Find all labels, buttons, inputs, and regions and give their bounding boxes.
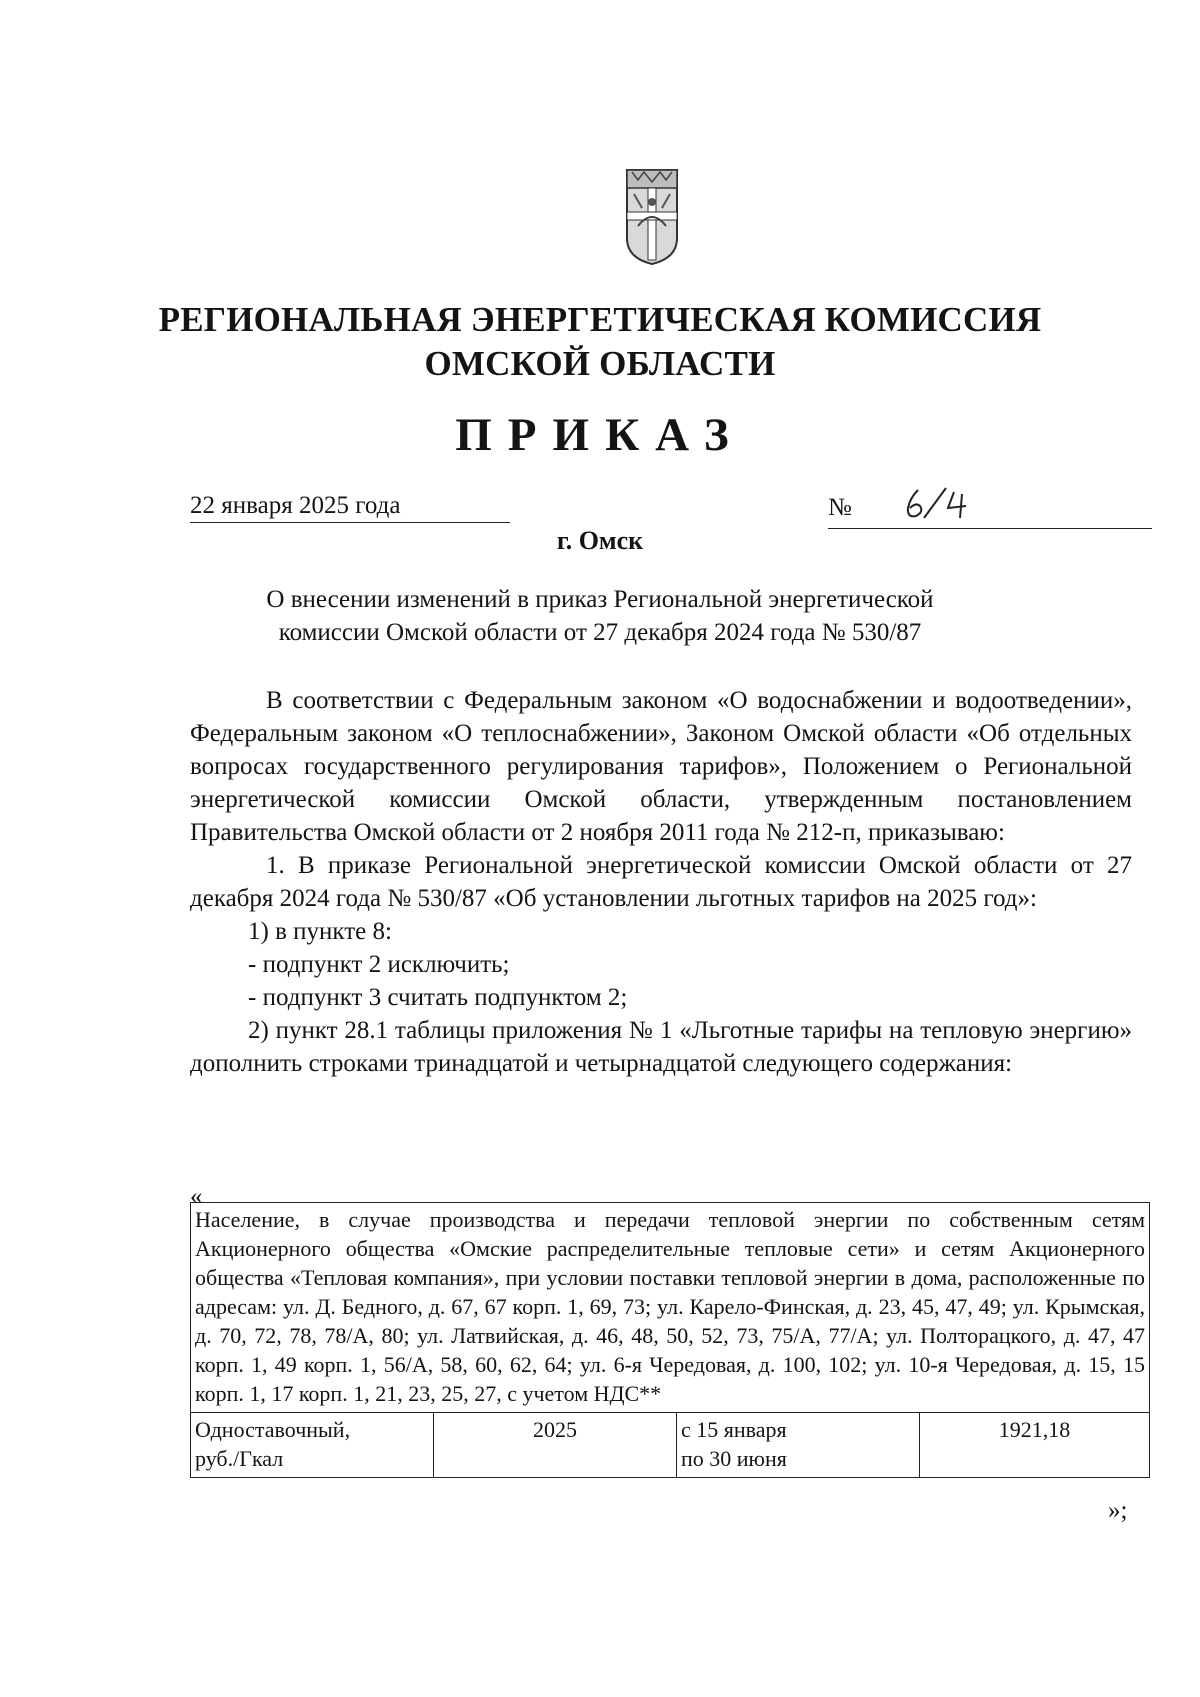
year-cell: 2025: [434, 1413, 677, 1478]
preamble-paragraph: В соответствии с Федеральным законом «О водоснабжении и водоотведении», Федеральным законом «О теплоснабжении», Законом Омской области «Об отдельных вопросах государственного регулирования тарифов», Положением о Региональной энергетической комиссии Омской области, утвержденным постановлением Правительства Омской области от 2 ноября 2011 года № 212-п, приказываю:: [190, 687, 1132, 846]
table-row: [191, 1203, 1150, 1413]
coat-of-arms-icon: [624, 168, 680, 266]
table-close-quote: »;: [1108, 1497, 1128, 1524]
item-1-1-a-paragraph: - подпункт 2 исключить;: [248, 951, 510, 978]
agency-line-2: ОМСКОЙ ОБЛАСТИ: [424, 344, 776, 383]
item-1-2-paragraph: 2) пункт 28.1 таблицы приложения № 1 «Льготные тарифы на тепловую энергию» дополнить строками тринадцатой и четырнадцатой следующего содержания:: [190, 1017, 1132, 1077]
tariff-value-cell: 1921,18: [920, 1413, 1150, 1478]
number-sign: №: [828, 494, 852, 521]
subject-line-1: О внесении изменений в приказ Региональной энергетической: [266, 586, 934, 613]
table-row: [191, 1413, 1150, 1478]
tariff-type-line-2: руб./Гкал: [195, 1446, 284, 1471]
period-cell: [677, 1413, 920, 1478]
city-name: г. Омск: [556, 526, 644, 555]
tariff-table: [190, 1202, 1150, 1478]
item-1-1-paragraph: 1) в пункте 8:: [248, 918, 392, 945]
tariff-type-cell: [191, 1413, 434, 1478]
period-line-2: по 30 июня: [681, 1446, 787, 1471]
table-open-quote: «: [190, 1183, 203, 1210]
consumer-description-cell: Население, в случае производства и передачи тепловой энергии по собственным сетям Акционерного общества «Омские распределительные тепловые сети» и сетям Акционерного общества «Тепловая компания», при условии поставки тепловой энергии в дома, расположенные по адресам: ул. Д. Бедного, д. 67, 67 корп. 1, 69, 73; ул. Карело-Финская, д. 23, 45, 47, 49; ул. Крымская, д. 70, 72, 78, 78/А, 80; ул. Латвийская, д. 46, 48, 50, 52, 73, 75/А, 77/А; ул. Полторацкого, д. 47, 47 корп. 1, 49 корп. 1, 56/А, 58, 60, 62, 64; ул. 6-я Чередовая, д. 100, 102; ул. 10-я Чередовая, д. 15, 15 корп. 1, 17 корп. 1, 21, 23, 25, 27, с учетом НДС**: [191, 1203, 1150, 1413]
agency-name: [0, 298, 1200, 386]
handwritten-number-signature: [888, 484, 998, 524]
item-1-paragraph: 1. В приказе Региональной энергетической комиссии Омской области от 27 декабря 2024 года № 530/87 «Об установлении льготных тарифов на 2025 год»:: [190, 852, 1132, 912]
document-number-field: [828, 484, 1152, 529]
item-1-1-b-paragraph: - подпункт 3 считать подпунктом 2;: [248, 984, 628, 1011]
tariff-type-line-1: Одноставочный,: [195, 1417, 351, 1442]
document-body: [190, 684, 1132, 1080]
agency-line-1: РЕГИОНАЛЬНАЯ ЭНЕРГЕТИЧЕСКАЯ КОМИССИЯ: [158, 300, 1042, 339]
document-subject: [0, 583, 1200, 649]
period-line-1: с 15 января: [681, 1417, 787, 1442]
document-type-title: ПРИКАЗ: [455, 409, 745, 461]
document-date: 22 января 2025 года: [190, 490, 510, 523]
subject-line-2: комиссии Омской области от 27 декабря 2024 года № 530/87: [278, 619, 922, 646]
